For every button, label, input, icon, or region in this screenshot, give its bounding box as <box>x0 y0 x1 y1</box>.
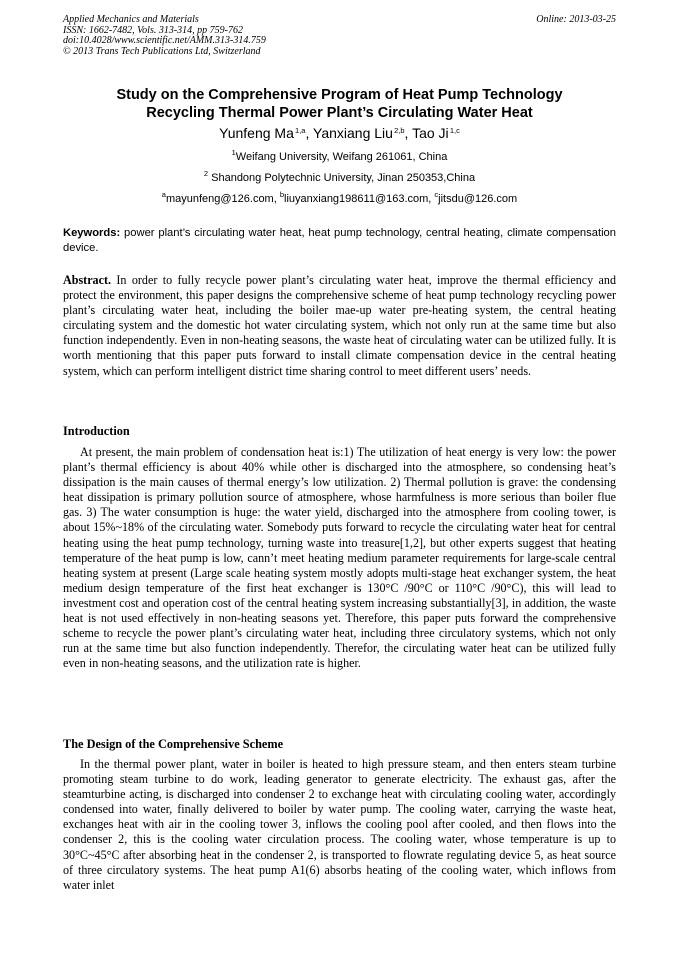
affiliation-mark: 2 <box>203 169 209 178</box>
copyright-line: © 2013 Trans Tech Publications Ltd, Switzerland <box>63 45 261 57</box>
author-affiliation-mark: 1,a <box>295 126 306 135</box>
issn-line: ISSN: 1662-7482, Vols. 313-314, pp 759-762 <box>63 24 243 36</box>
design-text: In the thermal power plant, water in boiler is heated to high pressure steam, and then enters steam turbine promoting steam turbine to do work, leading generator to generate electricity. The exhaust gas, after the steamturbine acting, is discharged into condenser 2 to exchange heat with circulating cooling water, accordingly condensed into water, finally delivered to boiler by water pump. The cooling water, carrying the waste heat, exchanges heat with air in the cooling tower 3, inflows the cooling pool after cooled, and then flows into the condenser 2, this is the cooling water circulation process. The cooling water, whose temperature is up to 30°C~45°C after absorbing heat in the condenser 2, is transported to flowrate regulating device 5, as heat source of three circulatory systems. The heat pump A1(6) absorbs heating of the cooling water, which inflows from water inlet <box>63 757 616 892</box>
email-c[interactable]: jitsdu@126.com <box>438 193 518 205</box>
abstract-label: Abstract. <box>63 273 112 287</box>
author-list: Yunfeng Ma $^{1,a}$, Yanxiang Liu $^{2,b}$, Tao Ji $^{1,c}$ <box>219 125 460 141</box>
affiliation-2: $^2$ Shandong Polytechnic University, Jinan 250353,China <box>203 169 476 184</box>
abstract <box>63 273 616 379</box>
affiliation-mark: 1 <box>231 148 236 157</box>
online-date: Online: 2013-03-25 <box>536 14 616 25</box>
email-a[interactable]: mayunfeng@126.com, <box>165 193 277 205</box>
author-name: Tao Ji <box>412 125 449 141</box>
author-affiliation-mark: 2,b <box>394 126 405 135</box>
doi-line[interactable]: doi:10.4028/www.scientific.net/AMM.313-314.759 <box>63 35 266 46</box>
section-heading-design: The Design of the Comprehensive Scheme <box>63 737 284 751</box>
introduction-text: At present, the main problem of condensation heat is:1) The utilization of heat energy is very low: the power plant’s thermal efficiency is about 40% while other is discharged into the atmosphere, so condensing heat’s dissipation is the main causes of thermal energy’s low utilization. 2) Thermal pollution is grave: the condensing heat dissipation is primary pollution source of atmosphere, whose harmfulness is more serious than boiler flue gas. 3) The water consumption is huge: the water yield, discharged into the atmosphere from cooling tower, is about 15%~18% of the circulating water. Somebody puts forward to recycle the circulating water heat for central heating using the heat pump technology, turning waste into treasure[1,2], but other experts suggest that heating temperature of the heat pump is low, cann’t meet heating medium parameter requirements for large-scale central heating system at present (Large scale heating system mostly adopts multi-stage heat exchanger system, the heat medium design temperature of the first heat exchanger is 130°C /90°C or 110°C /90°C), this will lead to investment cost and operation cost of the central heating system increasing substantially[3], in addition, the waste heat is not used effectively in non-heating seasons yet. Therefore, this paper puts forward the comprehensive scheme to recycle the power plant’s circulating water heat, including three circulatory systems, which not only run at the same time but also function independently. Therefor, the circulating water heat can be utilized fully even in non-heating seasons, and the utilization rate is higher. <box>63 445 616 671</box>
keywords <box>63 226 616 256</box>
author-affiliation-mark: 1,c <box>449 126 460 135</box>
keywords-text: power plant’s circulating water heat, heat pump technology, central heating, climate compensation device. <box>63 227 617 254</box>
title-line-2: Recycling Thermal Power Plant’s Circulating Water Heat <box>146 105 533 121</box>
email-b[interactable]: liuyanxiang198611@163.com, <box>284 193 432 205</box>
title-line-1: Study on the Comprehensive Program of Heat Pump Technology <box>116 87 563 103</box>
section-heading-introduction: Introduction <box>63 424 130 438</box>
author-name: Yanxiang Liu <box>313 125 393 141</box>
email-line: $^a$mayunfeng@126.com, $^b$liuyanxiang198611@163.com, $^c$jitsdu@126.com <box>161 190 518 205</box>
abstract-text: In order to fully recycle power plant’s circulating water heat, improve the thermal efficiency and protect the environment, this paper designs the comprehensive scheme of heat pump technology recycling power plant’s circulating water heat, including the boiler mae-up water pre-heating system, the central heating circulating system and the domestic hot water circulating system, which not only run at the same time but also function independently. Even in non-heating seasons, the waste heat of circulating water can be utilized fully. It is worth mentioning that this paper puts forward to install climate compensation device in the central heating system, which can perform intelligent district time sharing control to meet different users’ needs. <box>63 273 617 378</box>
affiliation-1: $^1$Weifang University, Weifang 261061, China <box>231 148 448 163</box>
journal-name: Applied Mechanics and Materials <box>63 14 199 25</box>
journal-header <box>63 15 616 57</box>
keywords-label: Keywords: <box>63 227 121 239</box>
paper-title <box>63 86 616 122</box>
author-name: Yunfeng Ma <box>219 125 294 141</box>
